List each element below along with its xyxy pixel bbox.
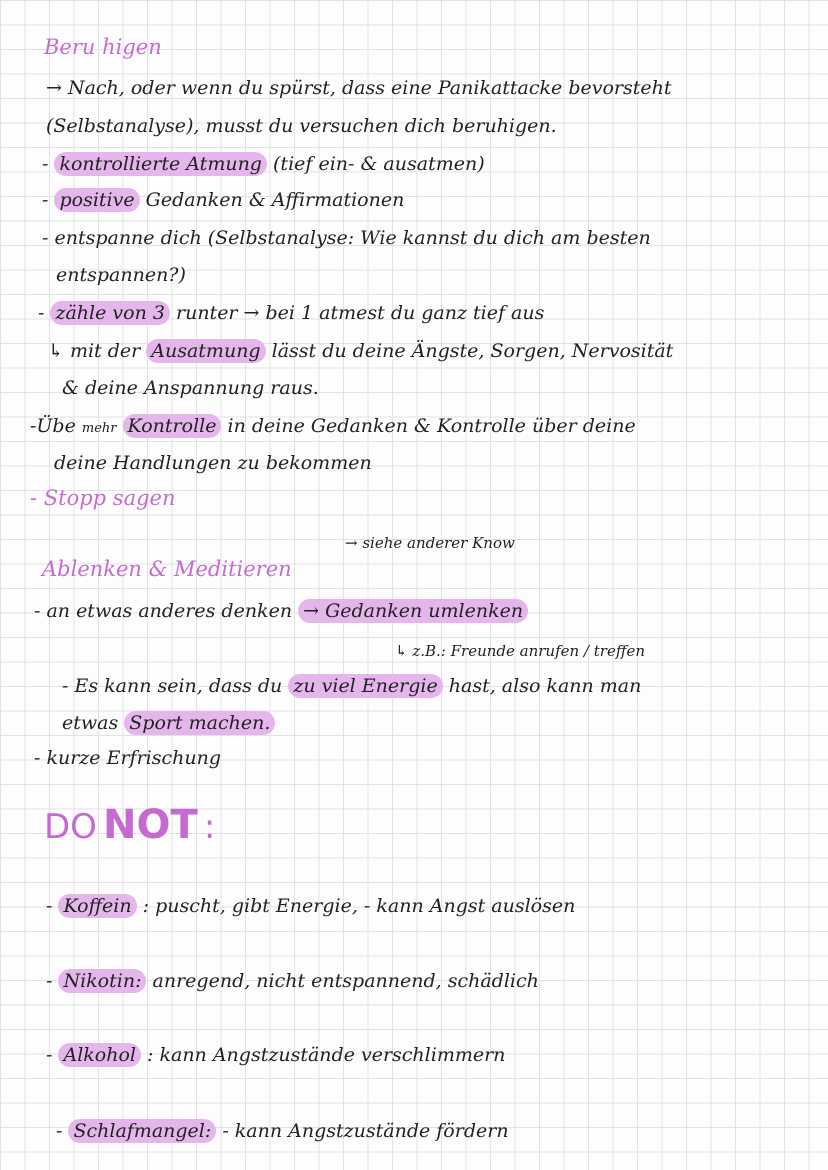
item-dash: - (46, 895, 53, 917)
highlight-too-much-energy: zu viel Energie (288, 674, 442, 698)
item-dash: - (56, 1120, 63, 1142)
bullet-energy-pre: - Es kann sein, dass du (62, 675, 283, 697)
donot-item-nicotine (46, 968, 539, 994)
highlight-sleep-deprivation: Schlafmangel: (68, 1119, 216, 1143)
highlight-do-sport: Sport machen. (124, 711, 275, 735)
bullet-breathing (42, 151, 485, 177)
bullet-think-else-text: - an etwas anderes denken (34, 600, 293, 622)
item-sleep-text: - kann Angstzustände fördern (222, 1120, 509, 1142)
highlight-exhale: Ausatmung (146, 339, 265, 363)
bullet-control-small: mehr (81, 421, 117, 436)
bullet-count-down (38, 300, 544, 326)
bullet-energy (62, 673, 641, 699)
bullet-positive-thoughts (42, 187, 404, 213)
bullet-control-line-2: deine Handlungen zu bekommen (54, 452, 372, 474)
sub-exhale-pre: ↳ mit der (48, 340, 141, 362)
bullet-relax-line-1: - entspanne dich (Selbstanalyse: Wie kannst du dich am besten (42, 227, 651, 249)
bullet-refresh: - kurze Erfrischung (34, 747, 221, 769)
bullet-stop: - Stopp sagen (30, 486, 176, 510)
item-caffeine-text: : puscht, gibt Energie, - kann Angst auslösen (142, 895, 576, 917)
note-other-know: → siehe anderer Know (345, 534, 515, 552)
highlight-alcohol: Alkohol (58, 1043, 141, 1067)
highlight-redirect-thoughts: → Gedanken umlenken (298, 599, 528, 623)
bullet-count-text: runter → bei 1 atmest du ganz tief aus (176, 302, 545, 324)
item-dash: - (46, 1044, 53, 1066)
highlight-positive: positive (54, 188, 139, 212)
item-nicotine-text: anregend, nicht entspannend, schädlich (152, 970, 539, 992)
sub-exhale-line-3: & deine Anspannung raus. (62, 377, 319, 399)
heading-not: NOT (103, 802, 198, 848)
bullet-dash: - (38, 302, 45, 324)
item-dash: - (46, 970, 53, 992)
intro-line-1: → Nach, oder wenn du spürst, dass eine Panikattacke bevorsteht (46, 77, 672, 99)
donot-item-alcohol (46, 1042, 505, 1068)
bullet-control-pre: -Übe (30, 415, 76, 437)
highlight-count-from-3: zähle von 3 (50, 301, 169, 325)
highlight-caffeine: Koffein (58, 894, 136, 918)
donot-item-caffeine (46, 893, 575, 919)
bullet-relax-line-2: entspannen?) (56, 264, 186, 286)
highlight-control: Kontrolle (123, 414, 222, 438)
bullet-breathing-text: (tief ein- & ausatmen) (273, 153, 485, 175)
sub-exhale (48, 338, 673, 364)
item-alcohol-text: : kann Angstzustände verschlimmern (147, 1044, 506, 1066)
bullet-dash: - (42, 153, 49, 175)
bullet-energy-line-2 (62, 710, 275, 736)
bullet-think-else (34, 598, 528, 624)
donot-item-sleep (56, 1118, 509, 1144)
heading-beruhigen: Beru higen (44, 35, 162, 59)
bullet-energy-line-2-pre: etwas (62, 712, 119, 734)
bullet-positive-text: Gedanken & Affirmationen (145, 189, 405, 211)
sub-exhale-post: lässt du deine Ängste, Sorgen, Nervosität (271, 340, 674, 362)
heading-ablenken: Ablenken & Meditieren (42, 557, 292, 581)
bullet-control-post: in deine Gedanken & Kontrolle über deine (227, 415, 636, 437)
highlight-controlled-breathing: kontrollierte Atmung (54, 152, 267, 176)
intro-line-2: (Selbstanalyse), musst du versuchen dich beruhigen. (46, 115, 557, 137)
bullet-dash: - (42, 189, 49, 211)
highlight-nicotine: Nikotin: (58, 969, 146, 993)
heading-do-not (44, 800, 215, 857)
heading-colon: : (203, 807, 216, 847)
heading-do: DO (44, 807, 97, 847)
bullet-energy-post: hast, also kann man (448, 675, 642, 697)
sub-call-friends: ↳ z.B.: Freunde anrufen / treffen (395, 642, 645, 660)
bullet-control (30, 413, 636, 442)
